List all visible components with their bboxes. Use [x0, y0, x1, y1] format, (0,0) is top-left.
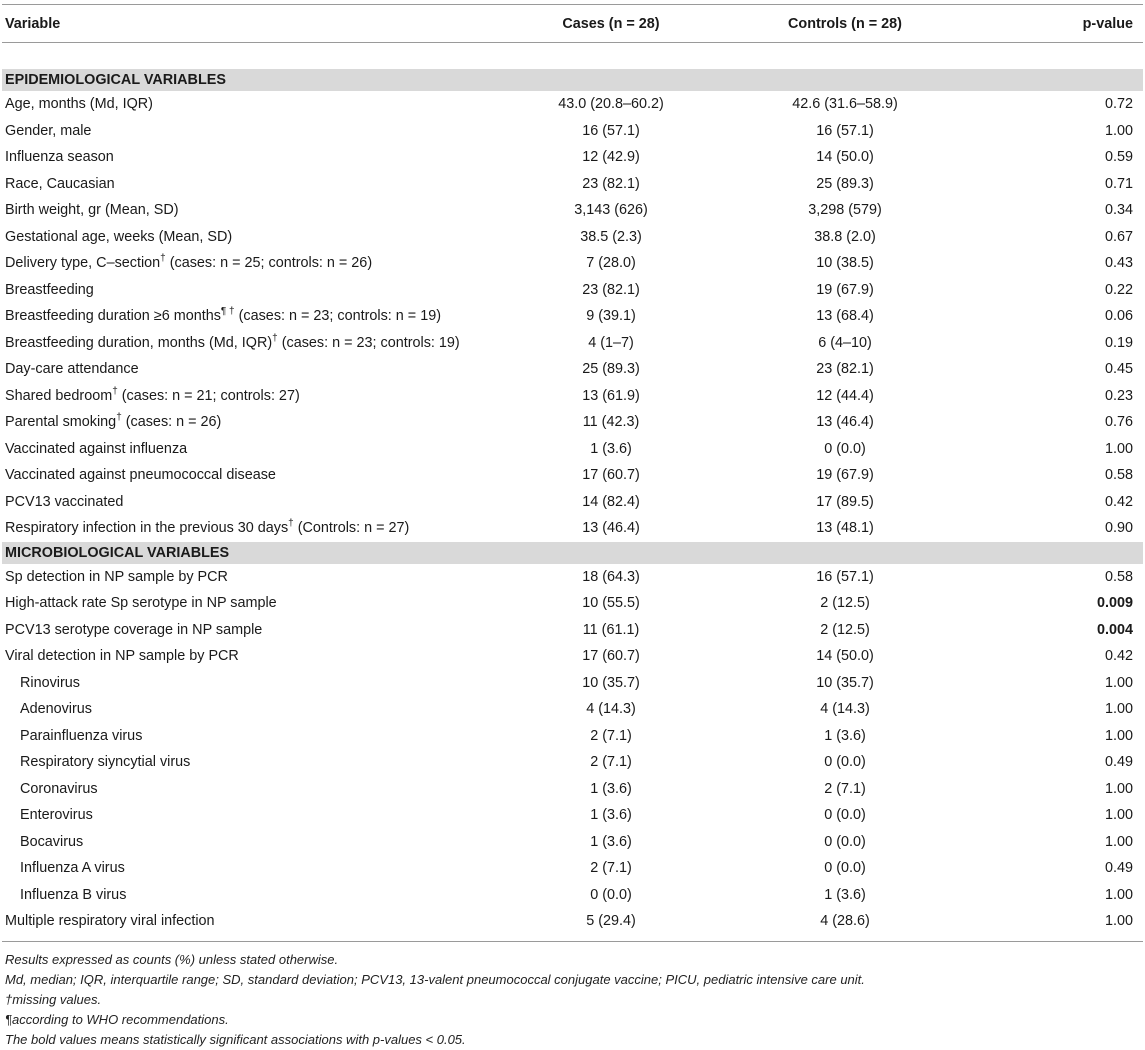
- table-row: [2, 144, 1143, 171]
- variable-cell: [2, 802, 502, 829]
- controls-value: 16 (57.1): [816, 568, 874, 585]
- table-row: [2, 855, 1143, 882]
- footnote: The bold values means statistically significant associations with p-values < 0.05.: [5, 1031, 466, 1047]
- table-row: [2, 829, 1143, 856]
- table-row: [2, 670, 1143, 697]
- cases-value: 0 (0.0): [590, 886, 632, 903]
- variable-cell: [2, 356, 502, 383]
- variable-label: Vaccinated against pneumococcal disease: [5, 467, 276, 484]
- table-row: [2, 802, 1143, 829]
- header-controls: Controls (n = 28): [720, 5, 970, 43]
- cases-value: 18 (64.3): [582, 568, 640, 585]
- controls-value: 19 (67.9): [816, 467, 874, 484]
- footnote-marker: †: [160, 253, 166, 265]
- variable-cell: [2, 749, 502, 776]
- p-value: 1.00: [1104, 122, 1133, 139]
- cases-value: 1 (3.6): [590, 440, 632, 457]
- variable-subset-note: (cases: n = 23; controls: n = 19): [234, 308, 441, 325]
- variable-label: Bocavirus: [20, 833, 84, 850]
- cases-value: 16 (57.1): [582, 122, 640, 139]
- p-value: 1.00: [1104, 674, 1133, 691]
- variable-cell: [2, 590, 502, 617]
- table-row: [2, 356, 1143, 383]
- controls-value: 2 (12.5): [820, 621, 870, 638]
- cases-value: 2 (7.1): [590, 727, 632, 744]
- header-variable: Variable: [2, 5, 502, 43]
- cases-value: 9 (39.1): [586, 308, 636, 325]
- cases-value: 23 (82.1): [582, 175, 640, 192]
- variable-cell: [2, 855, 502, 882]
- table-row: [2, 590, 1143, 617]
- header-row: [2, 5, 1143, 43]
- controls-value: 16 (57.1): [816, 122, 874, 139]
- variable-cell: [2, 670, 502, 697]
- variable-cell: [2, 409, 502, 436]
- cases-value: 2 (7.1): [590, 860, 632, 877]
- variable-cell: [2, 224, 502, 251]
- controls-value: 6 (4–10): [818, 334, 872, 351]
- variable-cell: [2, 303, 502, 330]
- p-value: 0.22: [1104, 281, 1133, 298]
- footnote-marker: †: [288, 518, 294, 530]
- controls-value: 0 (0.0): [824, 754, 866, 771]
- table-row: [2, 277, 1143, 304]
- footnote-marker: †: [272, 332, 278, 344]
- controls-value: 13 (48.1): [816, 520, 874, 537]
- variable-label: Influenza B virus: [20, 886, 127, 903]
- p-value: 0.009: [1096, 595, 1133, 612]
- variable-cell: [2, 436, 502, 463]
- controls-value: 1 (3.6): [824, 727, 866, 744]
- table-row: [2, 882, 1143, 909]
- cases-value: 17 (60.7): [582, 648, 640, 665]
- p-value: 0.45: [1104, 361, 1133, 378]
- variable-cell: [2, 144, 502, 171]
- footnote: †missing values.: [5, 991, 102, 1007]
- footnote: ¶according to WHO recommendations.: [5, 1011, 229, 1027]
- footnotes: [2, 941, 1143, 1050]
- variable-label: Breastfeeding duration, months (Md, IQR): [5, 334, 273, 351]
- variable-label: Shared bedroom: [5, 387, 113, 404]
- table-row: [2, 908, 1143, 935]
- controls-value: 1 (3.6): [824, 886, 866, 903]
- cases-value: 11 (61.1): [582, 621, 640, 638]
- variable-label: Delivery type, C–section: [5, 255, 161, 272]
- p-value: 0.06: [1104, 308, 1133, 325]
- variable-cell: [2, 643, 502, 670]
- variable-label: Viral detection in NP sample by PCR: [5, 648, 239, 665]
- variable-label: Sp detection in NP sample by PCR: [5, 568, 228, 585]
- cases-value: 10 (55.5): [582, 595, 640, 612]
- variable-cell: [2, 197, 502, 224]
- cases-value: 4 (1–7): [588, 334, 634, 351]
- table-row: [2, 224, 1143, 251]
- p-value: 0.49: [1104, 754, 1133, 771]
- table-row: [2, 617, 1143, 644]
- table-row: [2, 409, 1143, 436]
- variable-label: Age, months (Md, IQR): [5, 96, 153, 113]
- table-row: [2, 250, 1143, 277]
- table-row: [2, 489, 1143, 516]
- cases-value: 17 (60.7): [582, 467, 640, 484]
- p-value: 0.004: [1096, 621, 1133, 638]
- p-value: 1.00: [1104, 807, 1133, 824]
- variable-cell: [2, 91, 502, 118]
- variable-label: Respiratory siyncytial virus: [20, 754, 191, 771]
- variable-label: Respiratory infection in the previous 30 days: [5, 520, 289, 537]
- variable-label: Birth weight, gr (Mean, SD): [5, 202, 179, 219]
- section-title: MICROBIOLOGICAL VARIABLES: [2, 542, 1143, 564]
- table-row: [2, 723, 1143, 750]
- controls-value: 10 (35.7): [816, 674, 874, 691]
- controls-value: 3,298 (579): [808, 202, 882, 219]
- controls-value: 2 (12.5): [820, 595, 870, 612]
- variable-subset-note: (cases: n = 21; controls: 27): [117, 387, 300, 404]
- table-row: [2, 118, 1143, 145]
- variable-label: Race, Caucasian: [5, 175, 115, 192]
- controls-value: 42.6 (31.6–58.9): [792, 96, 898, 113]
- variable-subset-note: (cases: n = 23; controls: 19): [277, 334, 460, 351]
- controls-value: 0 (0.0): [824, 860, 866, 877]
- p-value: 0.43: [1104, 255, 1133, 272]
- variable-cell: [2, 277, 502, 304]
- p-value: 0.49: [1104, 860, 1133, 877]
- variable-label: Influenza A virus: [20, 860, 125, 877]
- controls-value: 4 (14.3): [820, 701, 870, 718]
- section-header-microbiological: [2, 542, 1143, 564]
- variable-label: Influenza season: [5, 149, 114, 166]
- variable-label: PCV13 serotype coverage in NP sample: [5, 621, 263, 638]
- header-cases: Cases (n = 28): [502, 5, 720, 43]
- variable-cell: [2, 250, 502, 277]
- controls-value: 12 (44.4): [816, 387, 874, 404]
- variable-label: Breastfeeding duration ≥6 months: [5, 308, 221, 325]
- table-row: [2, 303, 1143, 330]
- variable-label: PCV13 vaccinated: [5, 493, 124, 510]
- cases-value: 10 (35.7): [582, 674, 640, 691]
- variable-cell: [2, 462, 502, 489]
- controls-value: 10 (38.5): [816, 255, 874, 272]
- footnote: Results expressed as counts (%) unless stated otherwise.: [5, 951, 339, 967]
- controls-value: 13 (68.4): [816, 308, 874, 325]
- p-value: 0.67: [1104, 228, 1133, 245]
- footnote-marker: †: [116, 412, 122, 424]
- controls-value: 0 (0.0): [824, 807, 866, 824]
- controls-value: 0 (0.0): [824, 833, 866, 850]
- variable-label: Breastfeeding: [5, 281, 94, 298]
- table-row: [2, 171, 1143, 198]
- p-value: 0.58: [1104, 467, 1133, 484]
- controls-value: 13 (46.4): [816, 414, 874, 431]
- cases-value: 14 (82.4): [582, 493, 640, 510]
- p-value: 1.00: [1104, 440, 1133, 457]
- cases-value: 1 (3.6): [590, 833, 632, 850]
- variable-label: Enterovirus: [20, 807, 93, 824]
- variable-label: High-attack rate Sp serotype in NP sample: [5, 595, 277, 612]
- p-value: 0.42: [1104, 493, 1133, 510]
- variable-subset-note: (Controls: n = 27): [293, 520, 410, 537]
- cases-value: 4 (14.3): [586, 701, 636, 718]
- p-value: 0.58: [1104, 568, 1133, 585]
- table-row: [2, 91, 1143, 118]
- p-value: 1.00: [1104, 727, 1133, 744]
- section-header-epidemiological: [2, 69, 1143, 91]
- cases-value: 3,143 (626): [574, 202, 648, 219]
- p-value: 1.00: [1104, 886, 1133, 903]
- controls-value: 14 (50.0): [816, 149, 874, 166]
- variable-cell: [2, 515, 502, 542]
- p-value: 0.42: [1104, 648, 1133, 665]
- p-value: 0.72: [1104, 96, 1133, 113]
- p-value: 0.59: [1104, 149, 1133, 166]
- variable-label: Gestational age, weeks (Mean, SD): [5, 228, 233, 245]
- p-value: 0.90: [1104, 520, 1133, 537]
- variable-label: Parental smoking: [5, 414, 117, 431]
- variable-label: Coronavirus: [20, 780, 98, 797]
- variable-cell: [2, 882, 502, 909]
- variable-label: Parainfluenza virus: [20, 727, 143, 744]
- variable-cell: [2, 118, 502, 145]
- controls-value: 38.8 (2.0): [814, 228, 876, 245]
- variable-label: Day-care attendance: [5, 361, 139, 378]
- variable-label: Rinovirus: [20, 674, 80, 691]
- variable-cell: [2, 489, 502, 516]
- table-row: [2, 436, 1143, 463]
- table-row: [2, 776, 1143, 803]
- cases-value: 11 (42.3): [582, 414, 640, 431]
- data-table: [2, 4, 1143, 935]
- variable-cell: [2, 617, 502, 644]
- controls-value: 23 (82.1): [816, 361, 874, 378]
- variable-label: Gender, male: [5, 122, 92, 139]
- header-pvalue: p-value: [970, 5, 1143, 43]
- section-title: EPIDEMIOLOGICAL VARIABLES: [2, 69, 1143, 91]
- p-value: 0.23: [1104, 387, 1133, 404]
- cases-value: 38.5 (2.3): [580, 228, 642, 245]
- p-value: 1.00: [1104, 780, 1133, 797]
- table-row: [2, 197, 1143, 224]
- cases-value: 23 (82.1): [582, 281, 640, 298]
- variable-label: Vaccinated against influenza: [5, 440, 188, 457]
- p-value: 0.34: [1104, 202, 1133, 219]
- variable-cell: [2, 908, 502, 935]
- variable-label: Adenovirus: [20, 701, 92, 718]
- controls-value: 2 (7.1): [824, 780, 866, 797]
- cases-value: 5 (29.4): [586, 913, 636, 930]
- table-row: [2, 330, 1143, 357]
- table-row: [2, 643, 1143, 670]
- p-value: 1.00: [1104, 701, 1133, 718]
- cases-value: 13 (61.9): [582, 387, 640, 404]
- variable-subset-note: (cases: n = 25; controls: n = 26): [165, 255, 373, 272]
- cases-value: 25 (89.3): [582, 361, 640, 378]
- cases-value: 1 (3.6): [590, 807, 632, 824]
- cases-value: 13 (46.4): [582, 520, 640, 537]
- controls-value: 0 (0.0): [824, 440, 866, 457]
- footnote-marker: †: [112, 385, 118, 397]
- cases-value: 7 (28.0): [586, 255, 636, 272]
- table-row: [2, 383, 1143, 410]
- footnote-marker: ¶ †: [220, 306, 235, 318]
- p-value: 0.76: [1104, 414, 1133, 431]
- variable-cell: [2, 564, 502, 591]
- cases-value: 2 (7.1): [590, 754, 632, 771]
- controls-value: 25 (89.3): [816, 175, 874, 192]
- variable-cell: [2, 330, 502, 357]
- p-value: 1.00: [1104, 833, 1133, 850]
- controls-value: 14 (50.0): [816, 648, 874, 665]
- p-value: 1.00: [1104, 913, 1133, 930]
- variable-cell: [2, 723, 502, 750]
- table-row: [2, 749, 1143, 776]
- table-row: [2, 515, 1143, 542]
- footnote: Md, median; IQR, interquartile range; SD, standard deviation; PCV13, 13-valent pneumococcal conjugate vaccine; PICU, pediatric intensive care unit.: [5, 971, 865, 987]
- variable-cell: [2, 383, 502, 410]
- cases-value: 43.0 (20.8–60.2): [558, 96, 664, 113]
- variable-cell: [2, 696, 502, 723]
- table-row: [2, 564, 1143, 591]
- table-row: [2, 696, 1143, 723]
- variable-cell: [2, 776, 502, 803]
- variable-label: Multiple respiratory viral infection: [5, 913, 215, 930]
- cases-value: 12 (42.9): [582, 149, 640, 166]
- cases-value: 1 (3.6): [590, 780, 632, 797]
- variable-cell: [2, 171, 502, 198]
- p-value: 0.19: [1104, 334, 1133, 351]
- variable-subset-note: (cases: n = 26): [121, 414, 222, 431]
- controls-value: 19 (67.9): [816, 281, 874, 298]
- table-body: [2, 43, 1143, 935]
- controls-value: 17 (89.5): [816, 493, 874, 510]
- variable-cell: [2, 829, 502, 856]
- table-row: [2, 462, 1143, 489]
- controls-value: 4 (28.6): [820, 913, 870, 930]
- p-value: 0.71: [1104, 175, 1133, 192]
